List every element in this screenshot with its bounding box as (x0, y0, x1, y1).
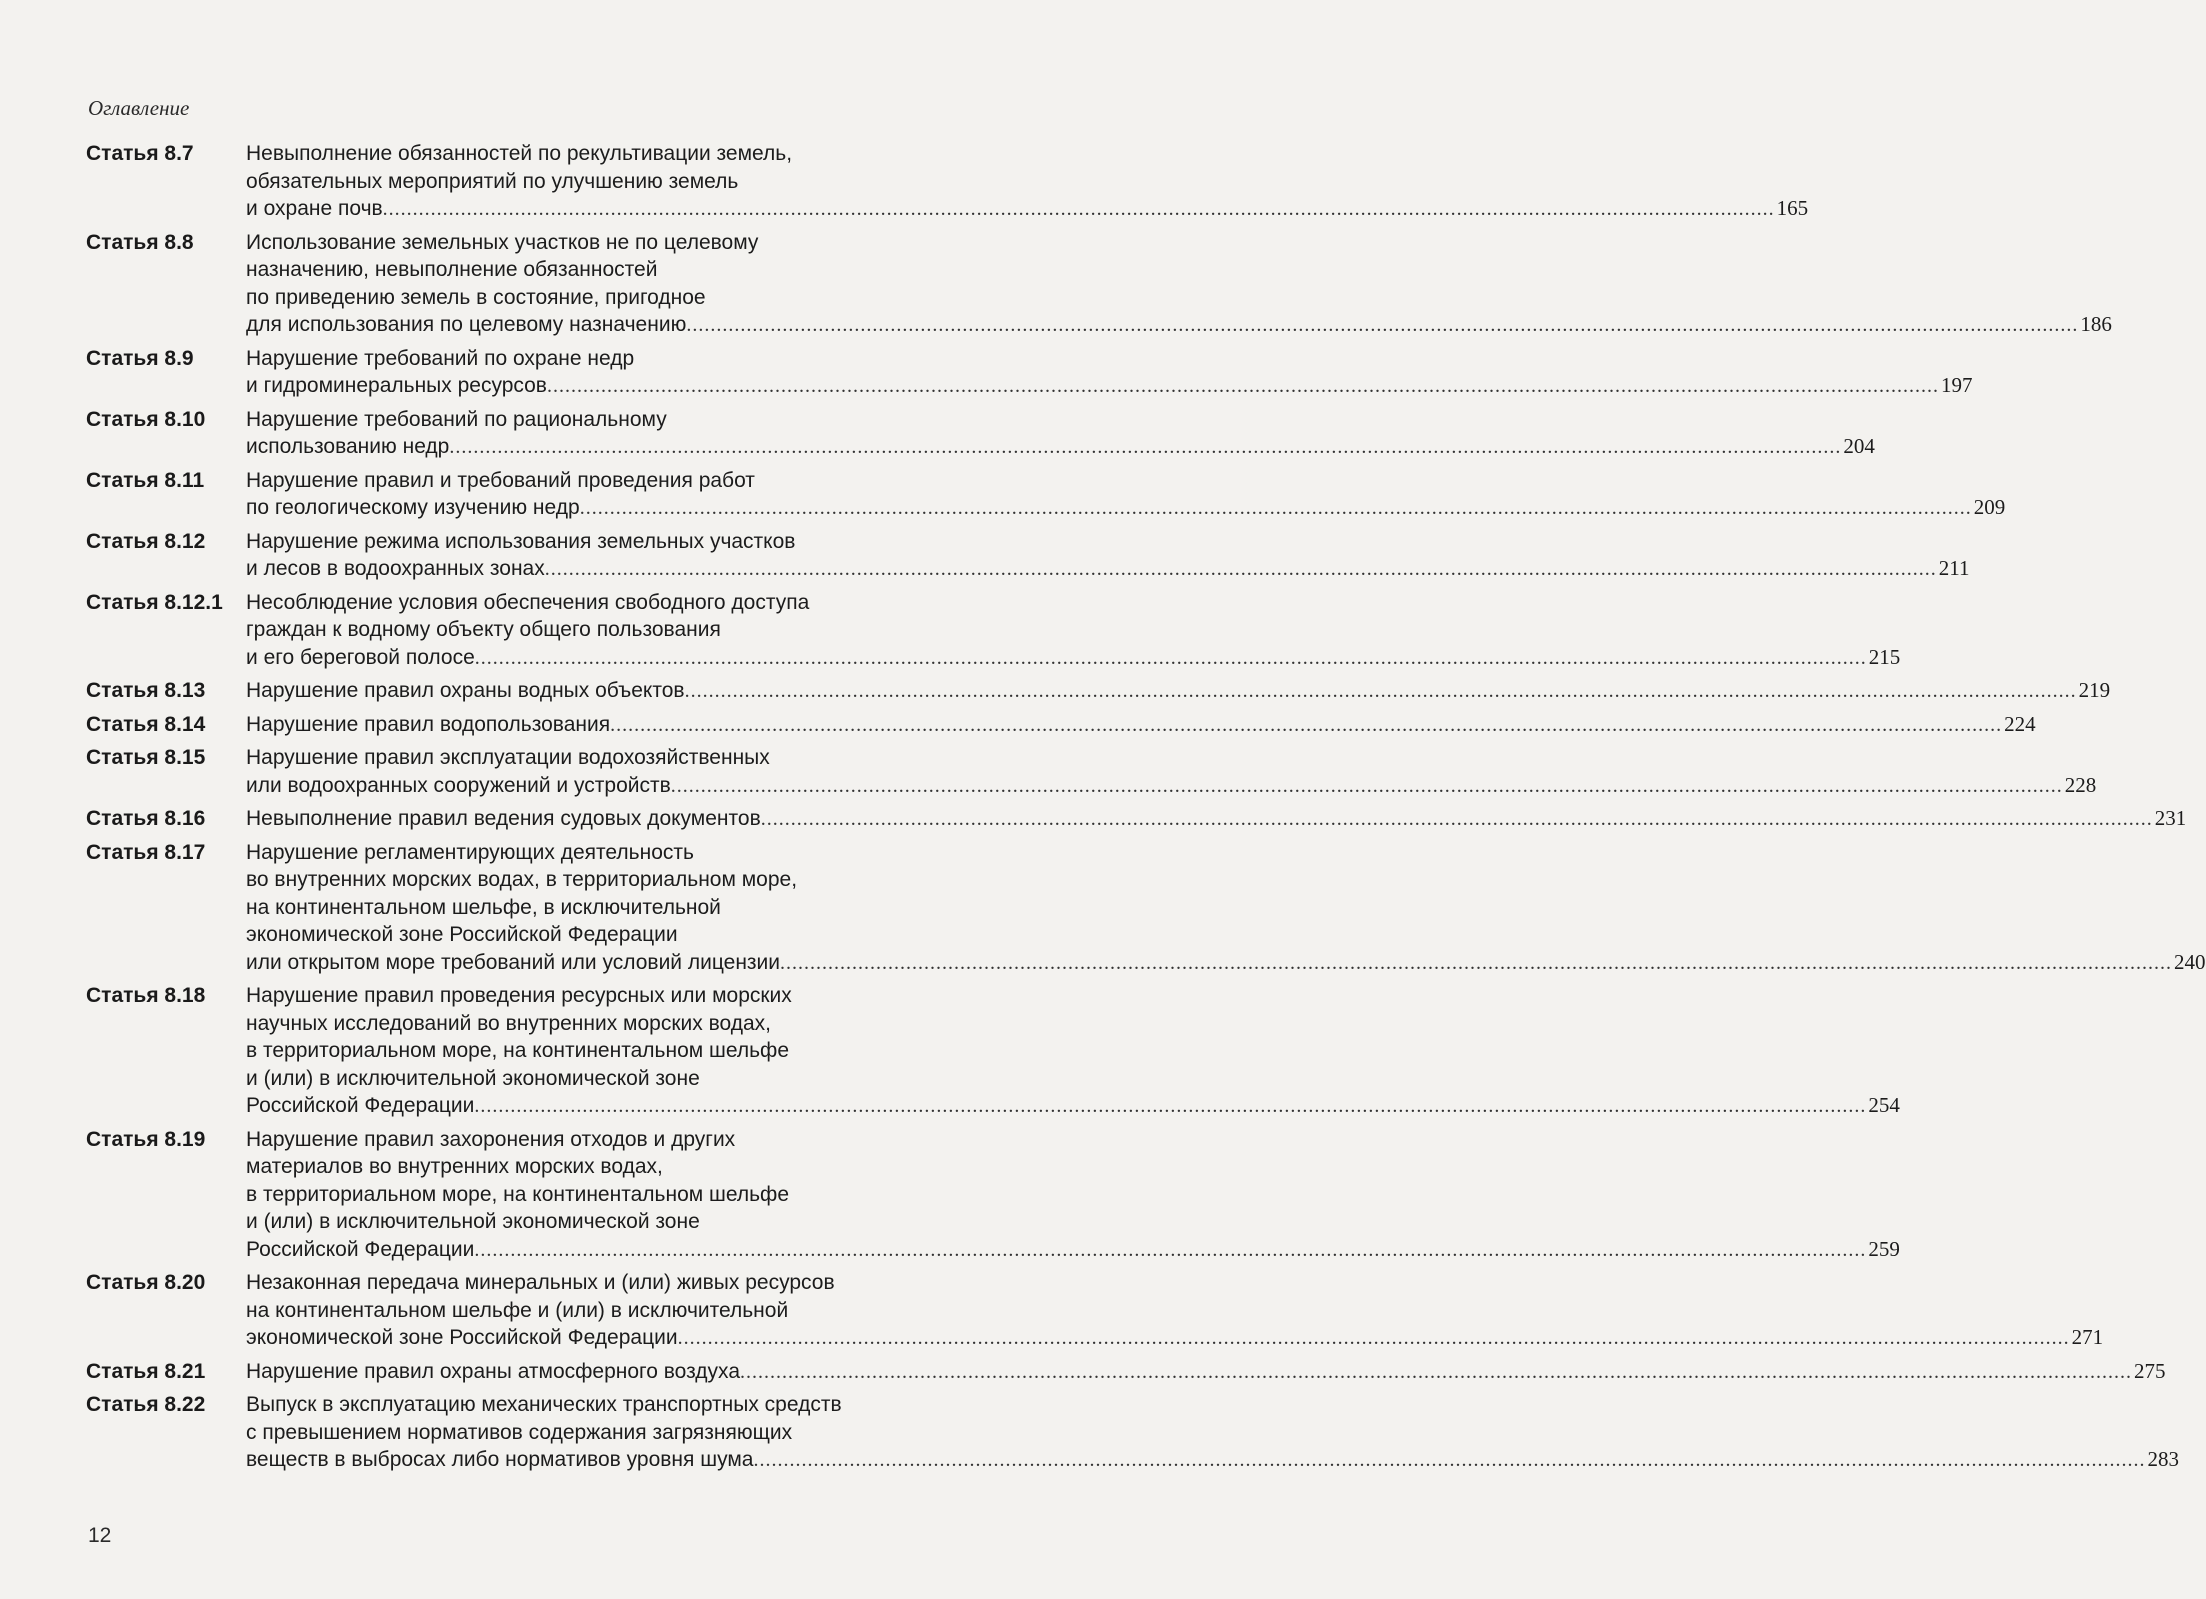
dot-leader (383, 196, 1775, 224)
title-line: научных исследований во внутренних морских водах, (246, 1011, 772, 1035)
title-line: на континентальном шельфе и (или) в исключительной (246, 1298, 789, 1322)
dot-leader (678, 1325, 2070, 1353)
title-last-line (246, 433, 1875, 462)
title-line: использованию недр (246, 435, 450, 458)
toc-entry (86, 589, 1901, 673)
dot-leader (610, 712, 2002, 740)
article-number: Статья 8.22 (86, 1393, 206, 1416)
title-line: веществ в выбросах либо нормативов уровня шума (246, 1448, 754, 1471)
dot-leader (580, 495, 1972, 523)
title-last-line (246, 494, 2005, 523)
title-line: Невыполнение обязанностей по рекультивации земель, (246, 142, 793, 165)
toc-entry (86, 345, 1973, 401)
title-line: по приведению земель в состояние, пригодное (246, 285, 706, 309)
title-line: экономической зоне Российской Федерации (246, 1326, 678, 1349)
page-ref: 211 (1938, 556, 1970, 580)
title-line: и охране почв (246, 197, 383, 220)
article-number: Статья 8.16 (86, 807, 206, 830)
page-number: 12 (88, 1524, 112, 1547)
dot-leader (545, 556, 1937, 584)
title-line: Российской Федерации (246, 1237, 475, 1261)
title-line: Нарушение правил захоронения отходов и других (246, 1127, 736, 1151)
title-line: Нарушение требований по рациональному (246, 407, 667, 431)
title-line: Нарушение регламентирующих деятельность (246, 840, 694, 864)
title-line: и лесов в водоохранных зонах (246, 557, 545, 580)
page-ref: 271 (2071, 1325, 2104, 1349)
article-number: Статья 8.19 (86, 1127, 206, 1151)
article-number: Статья 8.11 (86, 468, 205, 492)
toc-entry (86, 1269, 2104, 1353)
page-ref: 275 (2134, 1358, 2166, 1383)
title-line: по геологическому изучению недр (246, 496, 580, 519)
title-last-line (246, 711, 2036, 740)
title-last-line (246, 949, 2206, 978)
page-ref: 197 (1940, 373, 1973, 397)
title-line: Использование земельных участков не по целевому (246, 230, 759, 254)
title-line: Нарушение правил охраны водных объектов (246, 679, 685, 702)
title-line: Выпуск в эксплуатацию механических транспортных средств (246, 1393, 842, 1416)
article-title (246, 589, 1900, 673)
article-title (246, 677, 2110, 706)
toc-entry (86, 711, 2036, 740)
table-of-contents (86, 140, 2206, 1480)
article-title (246, 1391, 2179, 1475)
article-number: Статья 8.21 (86, 1359, 206, 1383)
article-title (246, 1358, 2166, 1387)
toc-entry (86, 1391, 2179, 1475)
page-ref: 228 (2064, 772, 2097, 797)
article-number: Статья 8.13 (86, 679, 206, 702)
dot-leader (761, 806, 2153, 834)
article-title (246, 1126, 1900, 1265)
title-line: в территориальном море, на континентальном шельфе (246, 1182, 789, 1206)
article-number: Статья 8.18 (86, 984, 206, 1007)
article-title (246, 805, 2186, 834)
article-title (246, 711, 2036, 740)
article-title (246, 406, 1875, 462)
article-title (246, 140, 1808, 224)
title-line: и гидроминеральных ресурсов (246, 374, 547, 397)
dot-leader (686, 312, 2078, 340)
page-ref: 283 (2147, 1447, 2179, 1471)
dot-leader (474, 1093, 1866, 1121)
title-line: или открытом море требований или условий лицензии (246, 950, 781, 974)
dot-leader (547, 373, 1939, 401)
page-ref: 204 (1843, 434, 1875, 458)
title-line: Нарушение правил эксплуатации водохозяйственных (246, 746, 770, 769)
page-ref: 165 (1776, 196, 1809, 220)
title-line: назначению, невыполнение обязанностей (246, 258, 658, 281)
article-title (246, 839, 2206, 978)
toc-entry (86, 140, 1809, 224)
article-title (246, 744, 2096, 800)
title-line: Невыполнение правил ведения судовых документов (246, 807, 761, 830)
article-number: Статья 8.17 (86, 840, 206, 864)
article-title (246, 467, 2005, 523)
dot-leader (685, 678, 2077, 706)
page-ref: 219 (2078, 678, 2111, 702)
title-last-line (246, 1446, 2179, 1475)
article-number: Статья 8.20 (86, 1271, 206, 1294)
title-line: в территориальном море, на континентальном шельфе (246, 1039, 789, 1062)
article-title (246, 229, 2112, 340)
toc-entry (86, 744, 2097, 800)
article-number: Статья 8.8 (86, 230, 194, 254)
title-line: Нарушение правил проведения ресурсных или морских (246, 984, 792, 1007)
page-ref: 231 (2154, 806, 2187, 830)
toc-entry (86, 406, 1875, 462)
title-line: на континентальном шельфе, в исключительной (246, 895, 721, 919)
title-line: экономической зоне Российской Федерации (246, 923, 678, 946)
article-number: Статья 8.14 (86, 712, 206, 736)
toc-entry (86, 528, 1970, 584)
article-number: Статья 8.15 (86, 746, 206, 769)
toc-entry (86, 677, 2111, 706)
toc-entry (86, 805, 2187, 834)
title-line: Нарушение правил охраны атмосферного воздуха (246, 1359, 740, 1383)
title-last-line (246, 644, 1900, 673)
dot-leader (474, 1237, 1866, 1265)
title-line: во внутренних морских водах, в территориальном море, (246, 868, 798, 891)
title-last-line (246, 311, 2112, 340)
toc-entry (86, 467, 2006, 523)
title-line: Несоблюдение условия обеспечения свободного доступа (246, 590, 810, 614)
toc-entry (86, 229, 2112, 340)
article-title (246, 1269, 2103, 1353)
toc-entry (86, 839, 2206, 978)
article-title (246, 982, 1900, 1121)
title-last-line (246, 772, 2096, 801)
dot-leader (671, 773, 2063, 801)
toc-entry (86, 982, 1900, 1121)
title-line: граждан к водному объекту общего пользования (246, 618, 721, 641)
article-number: Статья 8.9 (86, 346, 194, 370)
title-line: Российской Федерации (246, 1094, 475, 1117)
dot-leader (475, 645, 1867, 673)
title-line: для использования по целевому назначению (246, 313, 687, 336)
title-line: и (или) в исключительной экономической зоне (246, 1066, 700, 1090)
dot-leader (780, 950, 2172, 978)
running-head: Оглавление (88, 96, 190, 120)
title-last-line (246, 195, 1808, 224)
page-ref: 259 (1868, 1236, 1900, 1261)
page-ref: 209 (1973, 495, 2006, 519)
title-line: Нарушение требований по охране недр (246, 346, 635, 370)
title-line: материалов во внутренних морских водах, (246, 1155, 663, 1178)
toc-entry (86, 1126, 1900, 1265)
title-last-line (246, 1236, 1900, 1265)
page-ref: 240 (2174, 949, 2206, 974)
page-ref: 215 (1868, 644, 1901, 669)
dot-leader (753, 1447, 2145, 1475)
page-ref: 186 (2080, 312, 2112, 336)
article-title (246, 528, 1969, 584)
title-last-line (246, 372, 1972, 401)
article-number: Статья 8.12.1 (86, 590, 223, 614)
dot-leader (449, 434, 1841, 462)
title-last-line (246, 1358, 2166, 1387)
page-ref: 254 (1868, 1093, 1900, 1117)
title-line: обязательных мероприятий по улучшению земель (246, 169, 739, 193)
title-line: и его береговой полосе (246, 645, 475, 669)
article-number: Статья 8.12 (86, 529, 206, 553)
title-line: и (или) в исключительной экономической зоне (246, 1210, 700, 1233)
title-last-line (246, 805, 2186, 834)
title-line: Незаконная передача минеральных и (или) живых ресурсов (246, 1271, 835, 1294)
title-last-line (246, 1092, 1900, 1121)
title-last-line (246, 555, 1969, 584)
title-last-line (246, 677, 2110, 706)
toc-entry (86, 1358, 2166, 1387)
title-line: Нарушение правил и требований проведения работ (246, 468, 755, 492)
article-number: Статья 8.10 (86, 407, 206, 431)
title-line: с превышением нормативов содержания загрязняющих (246, 1420, 793, 1444)
article-title (246, 345, 1972, 401)
article-number: Статья 8.7 (86, 142, 194, 165)
page-ref: 224 (2004, 711, 2036, 736)
title-line: Нарушение правил водопользования (246, 712, 611, 736)
title-last-line (246, 1324, 2103, 1353)
title-line: Нарушение режима использования земельных участков (246, 529, 796, 553)
title-line: или водоохранных сооружений и устройств (246, 773, 671, 797)
dot-leader (740, 1359, 2132, 1387)
